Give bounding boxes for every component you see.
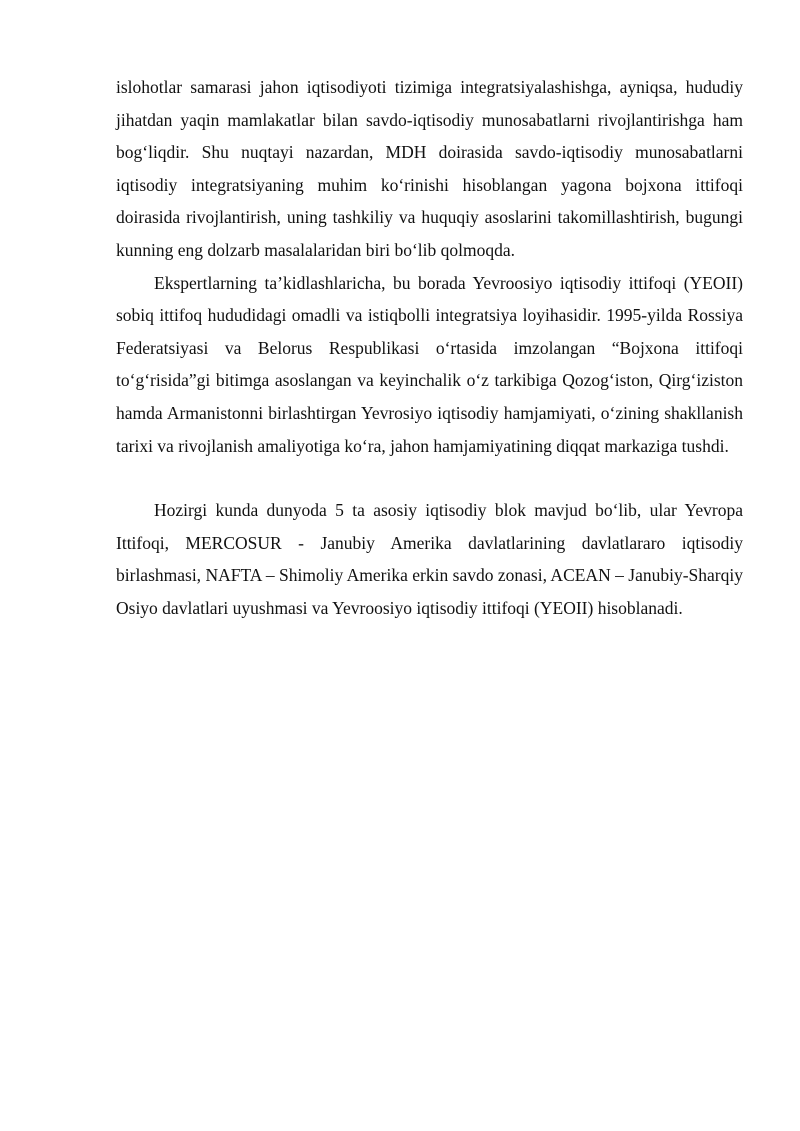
body-text (116, 71, 743, 625)
paragraph-2: Ekspertlarning ta’kidlashlaricha, bu borada Yevroosiyo iqtisodiy ittifoqi (YEOII) sobiq ittifoq hududidagi omadli va istiqbolli integratsiya loyihasidir. 1995-yilda Rossiya Federatsiyasi va Belorus Respublikasi o‘rtasida imzolangan “Bojxona ittifoqi to‘g‘risida”gi bitimga asoslangan va keyinchalik o‘z tarkibiga Qozog‘iston, Qirg‘iziston hamda Armanistonni birlashtirgan Yevrosiyo iqtisodiy hamjamiyati, o‘zining shakllanish tarixi va rivojlanish amaliyotiga ko‘ra, jahon hamjamiyatining diqqat markaziga tushdi. (116, 272, 743, 456)
paragraph-spacer (116, 462, 743, 494)
paragraph-3: Hozirgi kunda dunyoda 5 ta asosiy iqtisodiy blok mavjud bo‘lib, ular Yevropa Ittifoqi, MERCOSUR - Janubiy Amerika davlatlarining davlatlararo iqtisodiy birlashmasi, NAFTA – Shimoliy Amerika erkin savdo zonasi, ACEAN – Janubiy-Sharqiy Osiyo davlatlari uyushmasi va Yevroosiyo iqtisodiy ittifoqi (YEOII) hisoblanadi. (116, 500, 743, 618)
paragraph-1: islohotlar samarasi jahon iqtisodiyoti tizimiga integratsiyalashishga, ayniqsa, hududiy jihatdan yaqin mamlakatlar bilan savdo-iqtisodiy munosabatlarni rivojlantirishga ham bog‘liqdir. Shu nuqtayi nazardan, MDH doirasida savdo-iqtisodiy munosabatlarni iqtisodiy integratsiyaning muhim ko‘rinishi hisoblangan yagona bojxona ittifoqi doirasida rivojlantirish, uning tashkiliy va huquqiy asoslarini takomillashtirish, bugungi kunning eng dolzarb masalalaridan biri bo‘lib qolmoqda. (116, 77, 743, 260)
